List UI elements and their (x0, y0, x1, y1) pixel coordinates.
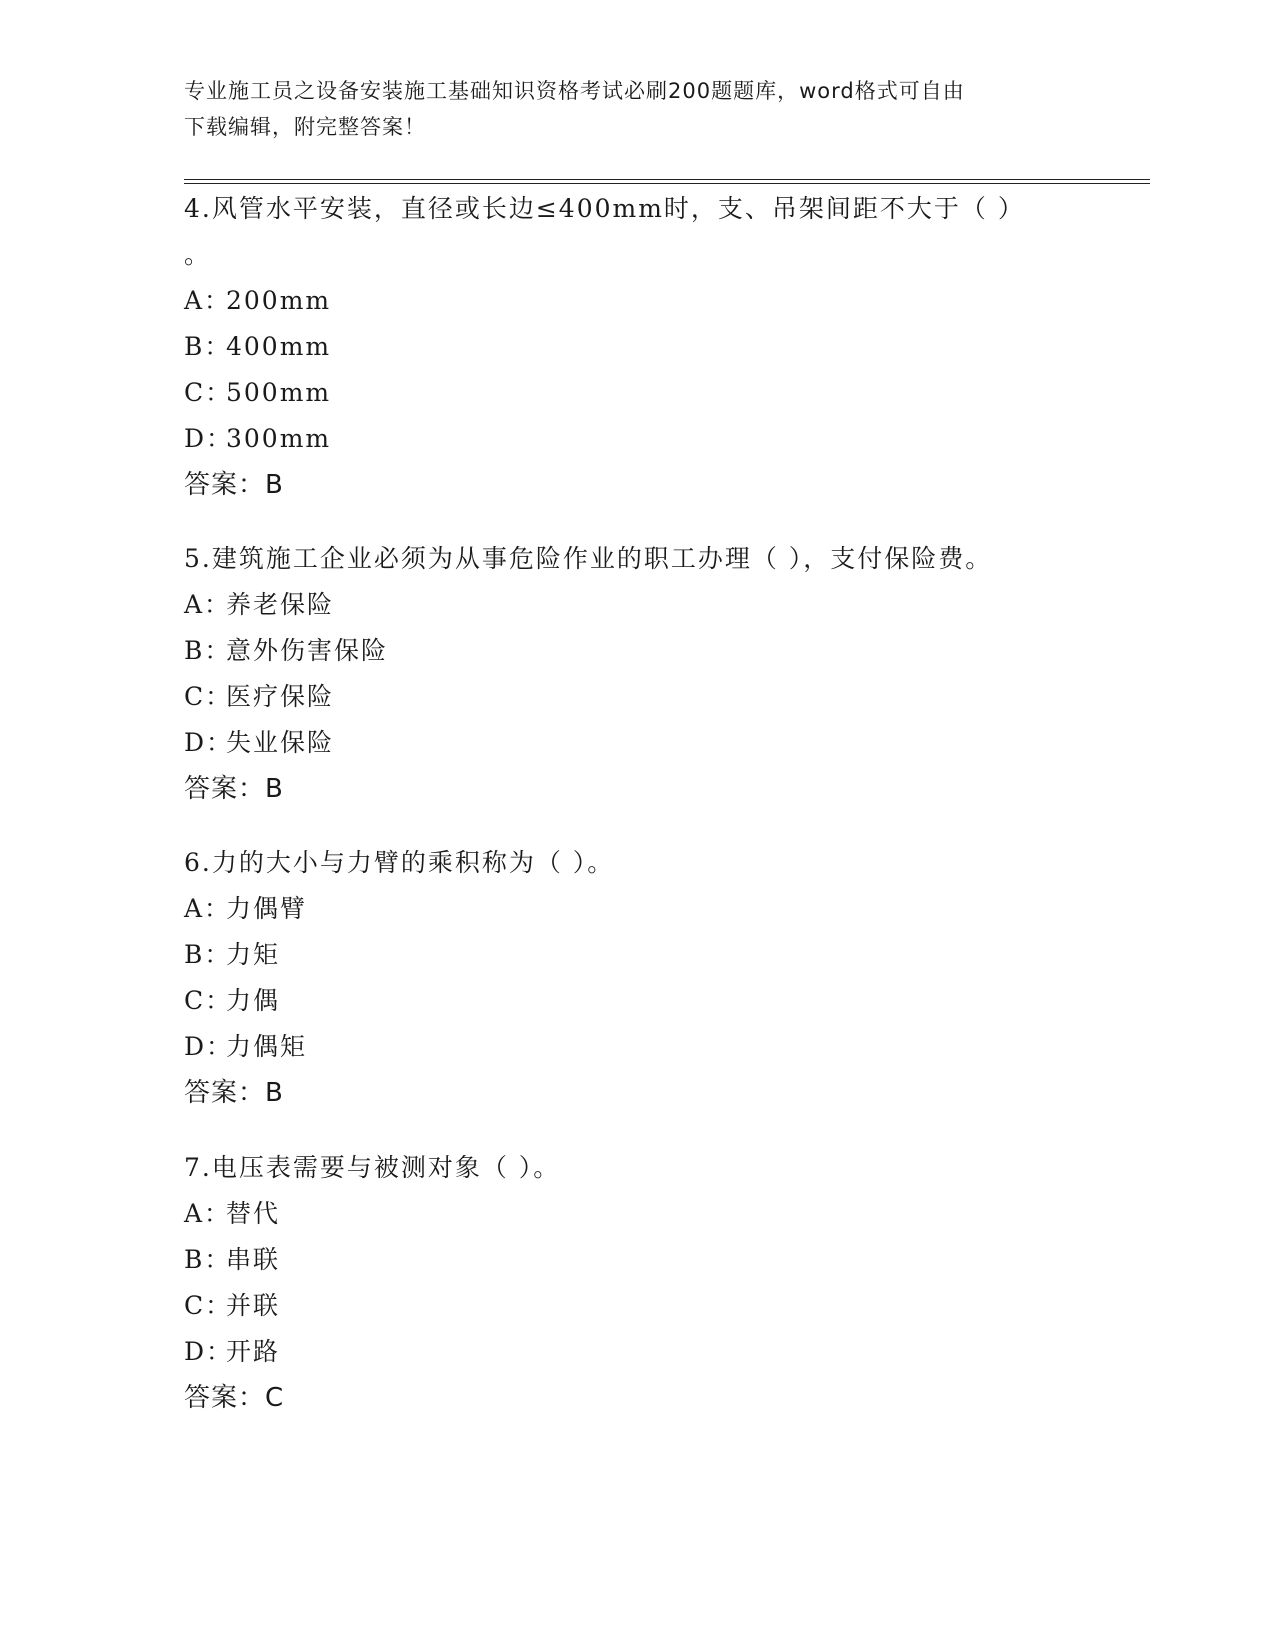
option-c (184, 370, 1144, 416)
option-d (184, 416, 1144, 462)
answer: 答案：B (184, 774, 284, 804)
option-letter: D： (184, 1032, 234, 1061)
option-text: 力偶矩 (226, 1032, 308, 1061)
option-text: 替代 (226, 1199, 281, 1228)
option-a (184, 886, 1144, 932)
option-text: 200mm (226, 286, 332, 315)
option-letter: D： (184, 424, 234, 453)
option-text: 养老保险 (226, 590, 335, 619)
question-text-continuation: 。 (184, 240, 212, 269)
option-c (184, 978, 1144, 1024)
question-6 (184, 840, 1144, 1116)
option-letter: C： (184, 378, 233, 407)
option-text: 开路 (226, 1337, 281, 1366)
header-line-1: 专业施工员之设备安装施工基础知识资格考试必刷200题题库，word格式可自由 (184, 79, 965, 103)
option-a (184, 278, 1144, 324)
option-text: 力偶臂 (226, 894, 308, 923)
option-text: 医疗保险 (226, 682, 335, 711)
question-text: 7.电压表需要与被测对象（ ）。 (184, 1153, 561, 1182)
option-letter: C： (184, 1291, 233, 1320)
option-letter: B： (184, 1245, 232, 1274)
option-text: 并联 (226, 1291, 281, 1320)
question-text: 4.风管水平安装，直径或长边≤400mm时，支、吊架间距不大于（ ） (184, 194, 1025, 223)
header-divider-bottom (184, 183, 1150, 184)
option-text: 300mm (226, 424, 332, 453)
option-text: 意外伤害保险 (226, 636, 389, 665)
answer: 答案：B (184, 1078, 284, 1108)
option-d (184, 720, 1144, 766)
option-b (184, 932, 1144, 978)
option-letter: A： (184, 590, 232, 619)
option-b (184, 1237, 1144, 1283)
option-letter: D： (184, 1337, 234, 1366)
header-divider-top (184, 179, 1150, 180)
option-letter: B： (184, 636, 232, 665)
option-b (184, 628, 1144, 674)
question-4 (184, 186, 1144, 508)
option-c (184, 1283, 1144, 1329)
option-text: 力偶 (226, 986, 281, 1015)
option-c (184, 674, 1144, 720)
answer: 答案：C (184, 1383, 285, 1413)
option-text: 500mm (226, 378, 332, 407)
option-letter: A： (184, 1199, 232, 1228)
option-text: 400mm (226, 332, 332, 361)
question-text: 6.力的大小与力臂的乘积称为（ ）。 (184, 848, 615, 877)
option-letter: C： (184, 682, 233, 711)
option-text: 失业保险 (226, 728, 335, 757)
question-text: 5.建筑施工企业必须为从事危险作业的职工办理（ ），支付保险费。 (184, 544, 993, 573)
question-7 (184, 1145, 1144, 1421)
answer: 答案：B (184, 470, 284, 500)
option-a (184, 582, 1144, 628)
option-b (184, 324, 1144, 370)
document-header (184, 73, 1084, 145)
option-letter: B： (184, 940, 232, 969)
option-letter: A： (184, 286, 232, 315)
option-d (184, 1024, 1144, 1070)
option-a (184, 1191, 1144, 1237)
question-5 (184, 536, 1144, 812)
option-letter: D： (184, 728, 234, 757)
option-letter: B： (184, 332, 232, 361)
header-line-2: 下载编辑，附完整答案！ (184, 115, 426, 139)
option-text: 串联 (226, 1245, 281, 1274)
option-d (184, 1329, 1144, 1375)
option-text: 力矩 (226, 940, 281, 969)
option-letter: C： (184, 986, 233, 1015)
option-letter: A： (184, 894, 232, 923)
